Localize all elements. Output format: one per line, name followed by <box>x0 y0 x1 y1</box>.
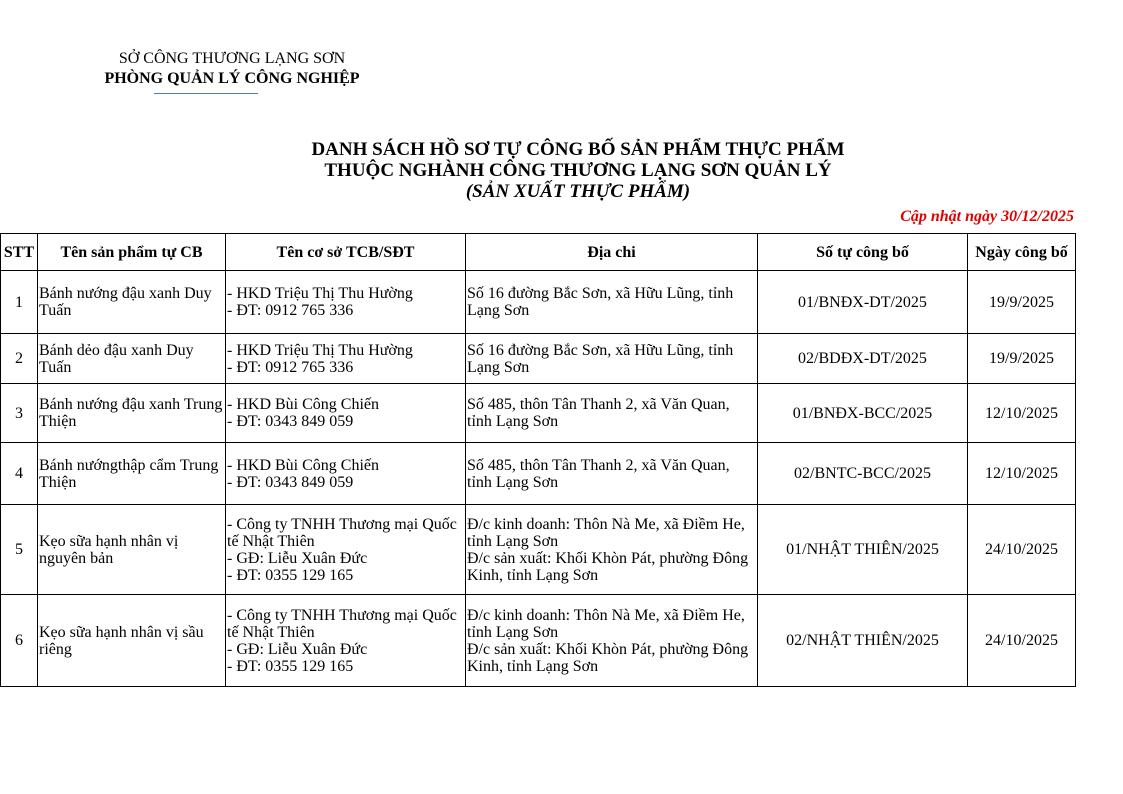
cell-declaration-date: 19/9/2025 <box>968 271 1076 334</box>
title-line-1: DANH SÁCH HỒ SƠ TỰ CÔNG BỐ SẢN PHẨM THỰC PHẨM <box>311 139 845 160</box>
cell-establishment-line: - HKD Bùi Công Chiến <box>227 456 379 474</box>
document-subtitle: (SẢN XUẤT THỰC PHẨM) <box>465 181 691 202</box>
cell-declaration-number: 01/BNĐX-DT/2025 <box>758 271 968 334</box>
department-name: PHÒNG QUẢN LÝ CÔNG NGHIỆP <box>104 70 360 87</box>
title-line-2: THUỘC NGHÀNH CÔNG THƯƠNG LẠNG SƠN QUẢN LÝ <box>324 160 832 181</box>
table-row <box>1 334 1076 384</box>
cell-address-line: Số 485, thôn Tân Thanh 2, xã Văn Quan, tỉnh Lạng Sơn <box>467 456 730 491</box>
cell-establishment <box>226 384 466 443</box>
cell-stt: 2 <box>1 334 38 384</box>
cell-establishment-line: - Công ty TNHH Thương mại Quốc tế Nhật Thiên <box>227 515 457 550</box>
cell-declaration-number: 01/NHẬT THIÊN/2025 <box>758 505 968 595</box>
cell-address-line: Đ/c kinh doanh: Thôn Nà Me, xã Điềm He, tỉnh Lạng Sơn <box>467 515 745 550</box>
cell-address-line: Số 485, thôn Tân Thanh 2, xã Văn Quan, tỉnh Lạng Sơn <box>467 396 730 430</box>
cell-declaration-date: 19/9/2025 <box>968 334 1076 384</box>
cell-product-name: Kẹo sữa hạnh nhân vị nguyên bản <box>38 505 226 595</box>
cell-address <box>466 334 758 384</box>
cell-address <box>466 505 758 595</box>
column-header-date: Ngày công bố <box>968 234 1076 271</box>
table-row <box>1 271 1076 334</box>
cell-stt: 3 <box>1 384 38 443</box>
cell-address <box>466 595 758 687</box>
header-underline <box>154 93 258 94</box>
cell-declaration-date: 12/10/2025 <box>968 384 1076 443</box>
product-declaration-table <box>0 233 1076 687</box>
cell-establishment <box>226 595 466 687</box>
cell-declaration-date: 12/10/2025 <box>968 443 1076 505</box>
cell-establishment-line: - ĐT: 0343 849 059 <box>227 413 354 430</box>
cell-establishment <box>226 505 466 595</box>
cell-declaration-number: 02/BDĐX-DT/2025 <box>758 334 968 384</box>
cell-establishment <box>226 334 466 384</box>
cell-establishment <box>226 443 466 505</box>
cell-declaration-number: 01/BNĐX-BCC/2025 <box>758 384 968 443</box>
column-header-declaration-no: Số tự công bố <box>758 234 968 271</box>
table-row <box>1 505 1076 595</box>
cell-address-line: Số 16 đường Bắc Sơn, xã Hữu Lũng, tỉnh Lạng Sơn <box>467 285 734 319</box>
cell-establishment <box>226 271 466 334</box>
organization-header <box>70 49 394 89</box>
updated-date-note: Cập nhật ngày 30/12/2025 <box>900 208 1074 225</box>
cell-declaration-number: 02/NHẬT THIÊN/2025 <box>758 595 968 687</box>
cell-address-line: Đ/c kinh doanh: Thôn Nà Me, xã Điềm He, tỉnh Lạng Sơn <box>467 606 745 641</box>
document-title <box>0 139 1123 202</box>
table-row <box>1 443 1076 505</box>
cell-address <box>466 443 758 505</box>
column-header-stt: STT <box>1 234 38 271</box>
cell-establishment-line: - ĐT: 0912 765 336 <box>227 358 354 376</box>
cell-stt: 6 <box>1 595 38 687</box>
column-header-product: Tên sản phẩm tự CB <box>38 234 226 271</box>
cell-declaration-date: 24/10/2025 <box>968 595 1076 687</box>
cell-establishment-line: - ĐT: 0343 849 059 <box>227 473 354 491</box>
table-body <box>1 271 1076 687</box>
cell-address-line: Đ/c sản xuất: Khối Khòn Pát, phường Đông Kinh, tỉnh Lạng Sơn <box>467 549 749 584</box>
cell-establishment-line: - GĐ: Liễu Xuân Đức <box>227 549 368 567</box>
cell-stt: 1 <box>1 271 38 334</box>
cell-establishment-line: - ĐT: 0355 129 165 <box>227 657 354 675</box>
cell-establishment-line: - HKD Triệu Thị Thu Hường <box>227 341 413 359</box>
cell-product-name: Kẹo sữa hạnh nhân vị sầu riêng <box>38 595 226 687</box>
table-row <box>1 384 1076 443</box>
cell-establishment-line: - GĐ: Liễu Xuân Đức <box>227 640 368 658</box>
cell-product-name: Bánh nướng đậu xanh Trung Thiện <box>38 384 226 443</box>
cell-stt: 5 <box>1 505 38 595</box>
cell-establishment-line: - ĐT: 0912 765 336 <box>227 302 354 319</box>
organization-name: SỞ CÔNG THƯƠNG LẠNG SƠN <box>118 50 346 67</box>
cell-establishment-line: - ĐT: 0355 129 165 <box>227 566 354 584</box>
cell-establishment-line: - HKD Bùi Công Chiến <box>227 396 379 413</box>
cell-declaration-number: 02/BNTC-BCC/2025 <box>758 443 968 505</box>
cell-product-name: Bánh nướng đậu xanh Duy Tuấn <box>38 271 226 334</box>
cell-address <box>466 384 758 443</box>
table-row <box>1 595 1076 687</box>
cell-address-line: Số 16 đường Bắc Sơn, xã Hữu Lũng, tỉnh Lạng Sơn <box>467 341 734 376</box>
cell-address-line: Đ/c sản xuất: Khối Khòn Pát, phường Đông Kinh, tỉnh Lạng Sơn <box>467 640 749 675</box>
cell-establishment-line: - HKD Triệu Thị Thu Hường <box>227 285 413 302</box>
table-header-row <box>1 234 1076 271</box>
cell-product-name: Bánh dẻo đậu xanh Duy Tuấn <box>38 334 226 384</box>
cell-establishment-line: - Công ty TNHH Thương mại Quốc tế Nhật Thiên <box>227 606 457 641</box>
column-header-address: Địa chi <box>466 234 758 271</box>
cell-product-name: Bánh nướngthập cẩm Trung Thiện <box>38 443 226 505</box>
cell-stt: 4 <box>1 443 38 505</box>
cell-declaration-date: 24/10/2025 <box>968 505 1076 595</box>
cell-address <box>466 271 758 334</box>
column-header-establishment: Tên cơ sở TCB/SĐT <box>226 234 466 271</box>
